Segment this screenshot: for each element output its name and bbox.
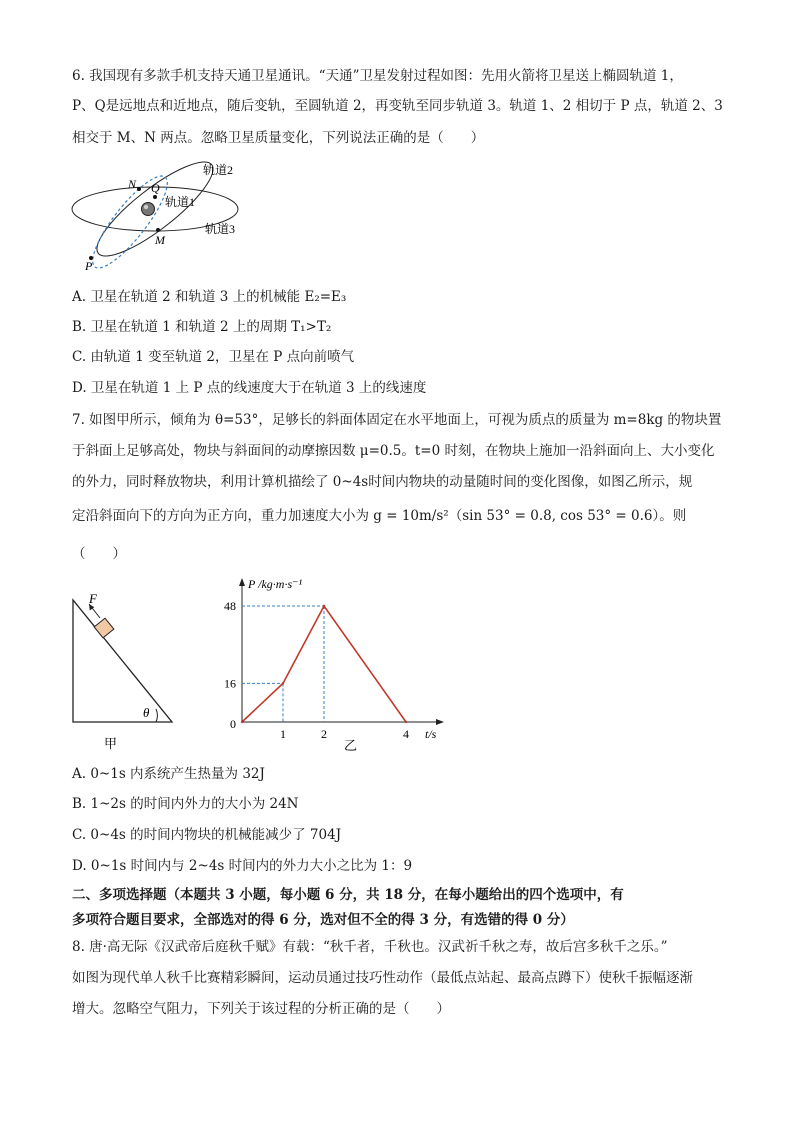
q7-option-b: B. 1~2s 的时间内外力的大小为 24N bbox=[72, 796, 299, 812]
x-tick-label: 1 bbox=[280, 727, 286, 741]
figure-jia-caption: 甲 bbox=[104, 736, 118, 751]
x-tick-label: 2 bbox=[321, 727, 327, 741]
label-Q: Q bbox=[151, 181, 160, 195]
incline-triangle bbox=[73, 600, 172, 722]
q6-option-d: D. 卫星在轨道 1 上 P 点的线速度大于在轨道 3 上的线速度 bbox=[72, 380, 427, 396]
y-axis-arrow bbox=[239, 578, 245, 586]
q7-stem-line-3: 的外力，同时释放物块，利用计算机描绘了 0~4s时间内物块的动量随时间的变化图像，如图乙所示，规 bbox=[72, 474, 693, 490]
q7-stem-line-5: （ ） bbox=[72, 546, 126, 562]
x-axis-arrow bbox=[436, 719, 444, 725]
q7-option-d: D. 0~1s 时间内与 2~4s 时间内的外力大小之比为 1：9 bbox=[72, 858, 413, 874]
q6-stem-line-2: P、Q是远地点和近地点，随后变轨，至圆轨道 2，再变轨至同步轨道 3。轨道 1、2 相切于 P 点，轨道 2、3 bbox=[72, 98, 723, 114]
x-tick-label: 0 bbox=[230, 717, 236, 731]
q7-option-c: C. 0~4s 的时间内物块的机械能减少了 704J bbox=[72, 827, 342, 843]
block bbox=[94, 618, 114, 638]
orbit-figure bbox=[60, 152, 270, 277]
label-orbit-3: 轨道3 bbox=[205, 222, 236, 236]
point-Q bbox=[153, 195, 157, 199]
x-tick-label: 4 bbox=[403, 727, 409, 741]
y-axis-label: P /kg·m·s⁻¹ bbox=[248, 577, 303, 591]
q6-option-b: B. 卫星在轨道 1 和轨道 2 上的周期 T₁>T₂ bbox=[72, 319, 332, 335]
label-orbit-1: 轨道1 bbox=[165, 195, 196, 209]
point-M bbox=[156, 228, 160, 232]
incline-figure bbox=[62, 588, 187, 753]
label-M: M bbox=[155, 233, 165, 247]
label-orbit-2: 轨道2 bbox=[203, 163, 234, 177]
q6-option-a: A. 卫星在轨道 2 和轨道 3 上的机械能 E₂=E₃ bbox=[72, 289, 347, 305]
y-tick-label: 16 bbox=[224, 676, 236, 691]
q8-stem-line-3: 增大。忽略空气阻力，下列关于该过程的分析正确的是（ ） bbox=[72, 1001, 450, 1017]
point-N bbox=[137, 187, 141, 191]
q7-stem-line-1: 7. 如图甲所示，倾角为 θ=53°，足够长的斜面体固定在水平地面上，可视为质点的质量为 m=8kg 的物块置 bbox=[72, 412, 722, 428]
data-point bbox=[241, 721, 243, 723]
y-tick-label: 48 bbox=[224, 599, 236, 613]
earth-icon bbox=[142, 203, 155, 216]
section-2-heading-line-1: 二、多项选择题（本题共 3 小题，每小题 6 分，共 18 分，在每小题给出的四个选项中，有 bbox=[72, 887, 624, 903]
q7-stem-line-2: 于斜面上足够高处，物块与斜面间的动摩擦因数 μ=0.5。t=0 时刻，在物块上施加一沿斜面向上、大小变化 bbox=[72, 443, 715, 459]
data-point bbox=[282, 682, 284, 684]
section-2-heading-line-2: 多项符合题目要求，全部选对的得 6 分，选对但不全的得 3 分，有选错的得 0 分） bbox=[72, 912, 574, 928]
angle-label: θ bbox=[143, 705, 150, 720]
q8-stem-line-1: 8. 唐·高无际《汉武帝后庭秋千赋》有载：“秋千者，千秋也。汉武祈千秋之寿，故后宫多秋千之乐。” bbox=[72, 939, 668, 955]
data-point bbox=[323, 605, 325, 607]
q7-stem-line-4: 定沿斜面向下的方向为正方向，重力加速度大小为 g = 10m/s²（sin 53° = 0.8, cos 53° = 0.6）。则 bbox=[72, 508, 687, 524]
q7-option-a: A. 0~1s 内系统产生热量为 32J bbox=[72, 766, 265, 782]
label-N: N bbox=[128, 177, 137, 191]
q6-stem-line-1: 6. 我国现有多款手机支持天通卫星通讯。“天通”卫星发射过程如图：先用火箭将卫星送上椭圆轨道 1， bbox=[72, 68, 683, 84]
q6-option-c: C. 由轨道 1 变至轨道 2，卫星在 P 点向前喷气 bbox=[72, 349, 355, 365]
label-P: P bbox=[85, 259, 93, 273]
data-point bbox=[405, 721, 407, 723]
q6-stem-line-3: 相交于 M、N 两点。忽略卫星质量变化，下列说法正确的是（ ） bbox=[72, 130, 485, 146]
angle-arc bbox=[156, 709, 157, 722]
momentum-time-chart bbox=[222, 570, 452, 755]
figure-yi-caption: 乙 bbox=[344, 738, 358, 753]
x-axis-label: t/s bbox=[425, 727, 437, 741]
force-label: F bbox=[89, 591, 97, 606]
q8-stem-line-2: 如图为现代单人秋千比赛精彩瞬间，运动员通过技巧性动作（最低点站起、最高点蹲下）使秋千振幅逐渐 bbox=[72, 970, 693, 986]
